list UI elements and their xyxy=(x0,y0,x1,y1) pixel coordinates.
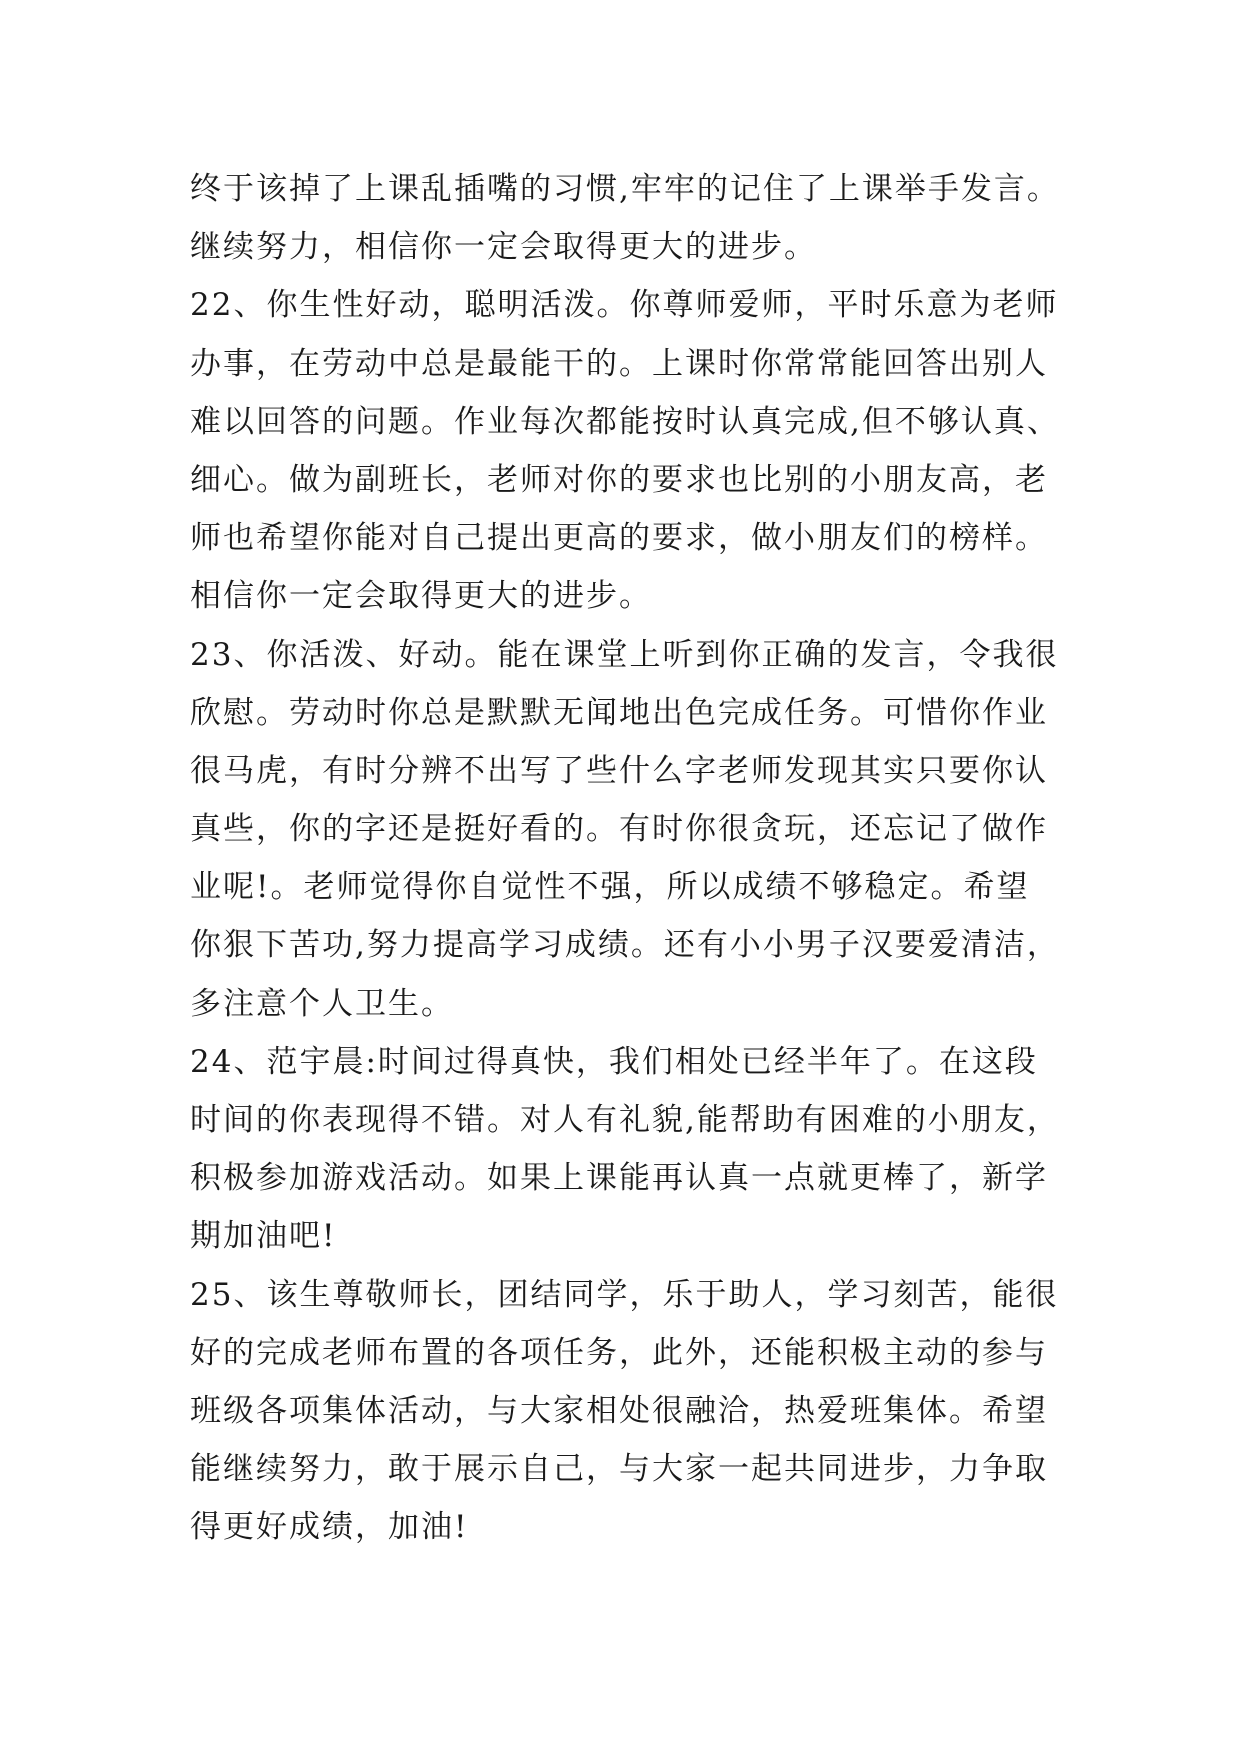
text-line: 相信你一定会取得更大的进步。 xyxy=(190,578,652,615)
text-line: 积极参加游戏活动。如果上课能再认真一点就更棒了，新学 xyxy=(190,1160,1048,1197)
body-text xyxy=(190,160,1150,1557)
text-line: 24、范宇晨:时间过得真快，我们相处已经半年了。在这段 xyxy=(190,1043,1038,1080)
text-line: 时间的你表现得不错。对人有礼貌,能帮助有困难的小朋友， xyxy=(190,1102,1060,1138)
text-line: 能继续努力，敢于展示自己，与大家一起共同进步，力争取 xyxy=(190,1451,1048,1488)
text-line: 23、你活泼、好动。能在课堂上听到你正确的发言，令我很 xyxy=(190,636,1059,673)
text-line: 办事，在劳动中总是最能干的。上课时你常常能回答出别人 xyxy=(190,345,1048,382)
text-line: 班级各项集体活动，与大家相处很融洽，热爱班集体。希望 xyxy=(190,1392,1048,1429)
text-line: 22、你生性好动，聪明活泼。你尊师爱师，平时乐意为老师 xyxy=(190,287,1059,324)
text-line: 多注意个人卫生。 xyxy=(190,985,454,1022)
text-line: 很马虎，有时分辨不出写了些什么字老师发现其实只要你认 xyxy=(190,752,1048,789)
text-line: 业呢!。老师觉得你自觉性不强，所以成绩不够稳定。希望 xyxy=(190,869,1030,906)
text-line: 真些，你的字还是挺好看的。有时你很贪玩，还忘记了做作 xyxy=(190,811,1048,848)
text-line: 期加油吧! xyxy=(190,1218,337,1255)
text-line: 欣慰。劳动时你总是默默无闻地出色完成任务。可惜你作业 xyxy=(190,694,1048,731)
text-line: 你狠下苦功,努力提高学习成绩。还有小小男子汉要爱清洁， xyxy=(190,927,1060,964)
text-line: 终于该掉了上课乱插嘴的习惯,牢牢的记住了上课举手发言。 xyxy=(190,171,1060,207)
text-line: 继续努力，相信你一定会取得更大的进步。 xyxy=(190,229,817,266)
text-line: 好的完成老师布置的各项任务，此外，还能积极主动的参与 xyxy=(190,1334,1048,1371)
text-line: 难以回答的问题。作业每次都能按时认真完成,但不够认真、 xyxy=(190,403,1060,440)
text-line: 25、该生尊敬师长，团结同学，乐于助人，学习刻苦，能很 xyxy=(190,1276,1059,1313)
text-line: 师也希望你能对自己提出更高的要求，做小朋友们的榜样。 xyxy=(190,520,1048,557)
text-line: 得更好成绩，加油! xyxy=(190,1509,469,1546)
text-line: 细心。做为副班长，老师对你的要求也比别的小朋友高，老 xyxy=(190,461,1048,498)
